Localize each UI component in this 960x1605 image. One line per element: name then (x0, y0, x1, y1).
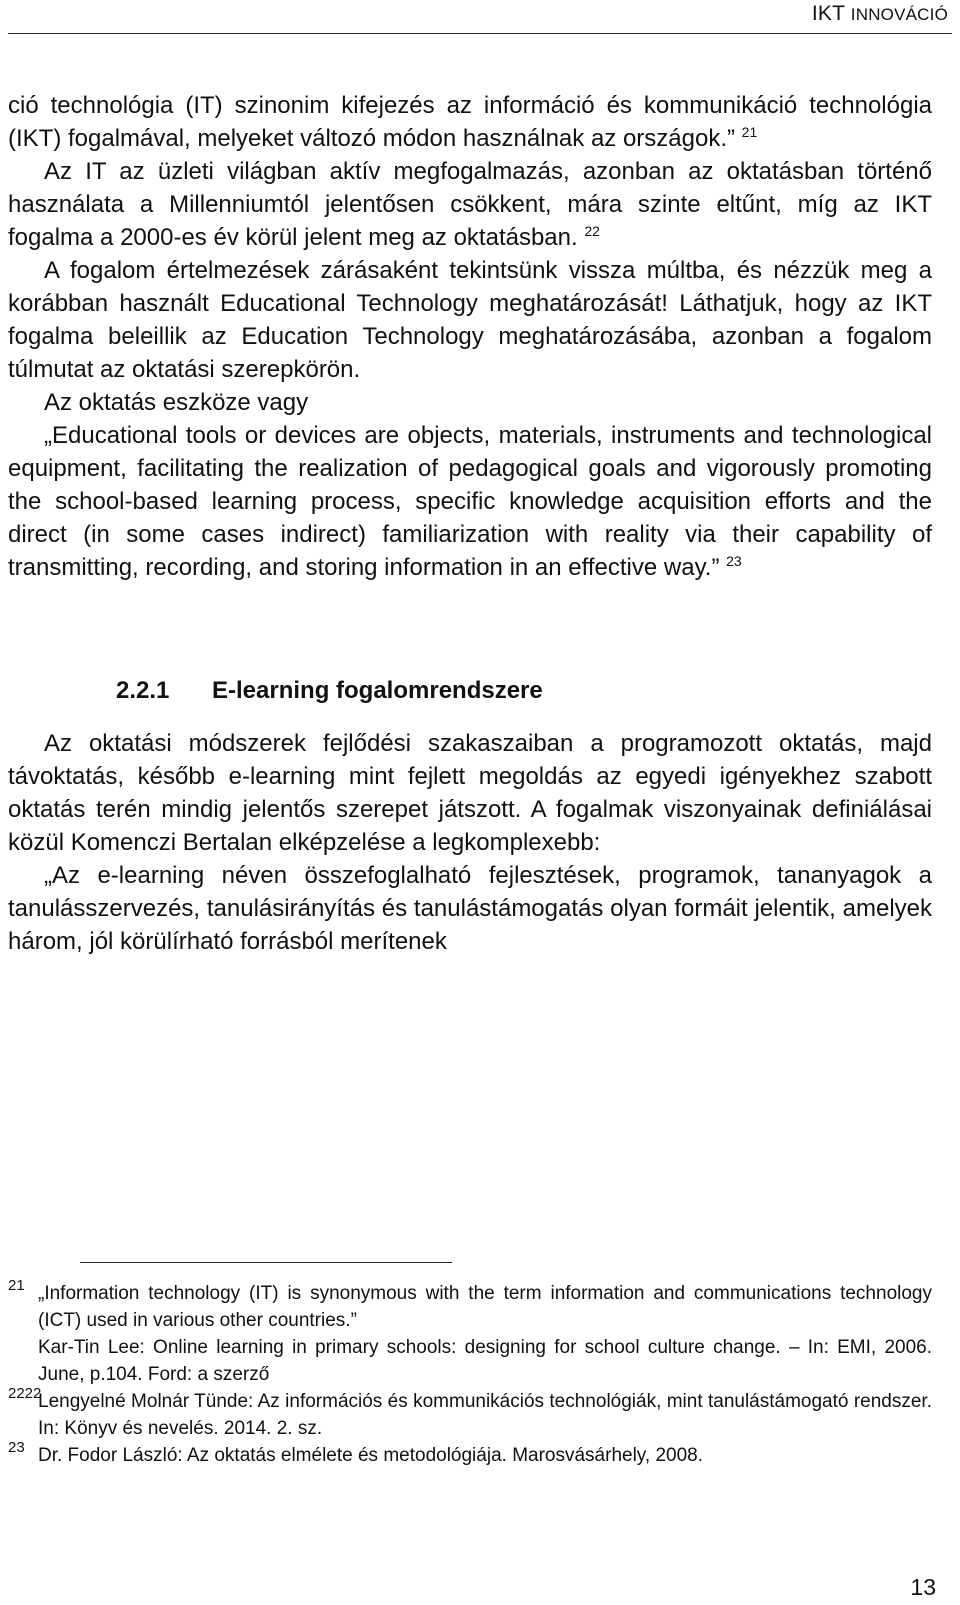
header-title-main: IKT (811, 2, 851, 25)
footnote (8, 1385, 932, 1442)
paragraph (8, 155, 932, 254)
footnote-text: Lengyelné Molnár Tünde: Az információs és kommunikációs technológiák, mint tanulástámogató rendszer. In: Könyv és nevelés. 2014. 2. sz. (38, 1391, 932, 1439)
footnote-mark: 21 (8, 1277, 25, 1294)
paragraph-text: Az IT az üzleti világban aktív megfogalmazás, azonban az oktatásban történő használata a Millenniumtól jelentősen csökkent, mára szinte eltűnt, míg az IKT fogalma a 2000-es év körül jelent meg az oktatásban. (8, 158, 932, 251)
footnote-text: „Information technology (IT) is synonymous with the term information and communications technology (ICT) used in various other countries.” (38, 1283, 932, 1331)
quote-text: „Educational tools or devices are objects, materials, instruments and technological equipment, facilitating the realization of pedagogical goals and vigorously promoting the school-based learning process, specific knowledge acquisition efforts and the direct (in some cases indirect) familiarization with reality via their capability of transmitting, recording, and storing information in an effective way.” (8, 422, 932, 581)
footnotes (8, 1277, 932, 1469)
paragraph: A fogalom értelmezések zárásaként tekintsünk vissza múltba, és nézzük meg a korábban használt Educational Technology meghatározását! Láthatjuk, hogy az IKT fogalma beleillik az Education Technology meghatározásába, azonban a fogalom túlmutat az oktatási szerepkörön. (8, 257, 932, 383)
footnote (8, 1439, 932, 1469)
header-title (812, 2, 948, 26)
footnote-mark: 23 (8, 1439, 25, 1456)
footnote-mark: 2222 (8, 1385, 42, 1402)
main-text-block-1 (8, 89, 932, 584)
header-title-small: INNOVÁCIÓ (850, 5, 948, 24)
section-number: 2.2.1 (116, 677, 170, 704)
quote-paragraph (8, 419, 932, 584)
footnote (8, 1334, 932, 1388)
paragraph-text: ció technológia (IT) szinonim kifejezés az információ és kommunikáció technológia (IKT) fogalmával, melyeket változó módon használnak az országok.” (8, 92, 932, 152)
footnote (8, 1277, 932, 1334)
footnote-ref: 22 (584, 223, 600, 239)
section-title: E-learning fogalomrendszere (212, 677, 543, 704)
page-number: 13 (910, 1574, 936, 1600)
main-text-block-2 (8, 727, 932, 958)
quote-paragraph: „Az e-learning néven összefoglalható fejlesztések, programok, tananyagok a tanulásszervezés, tanulásirányítás és tanulástámogatás olyan formáit jelentik, amelyek három, jól körülírható forrásból merítenek (8, 862, 932, 955)
paragraph (8, 89, 932, 155)
footnote-ref: 23 (726, 553, 742, 569)
paragraph: Az oktatási módszerek fejlődési szakaszaiban a programozott oktatás, majd távoktatás, később e-learning mint fejlett megoldás az egyedi igényekhez szabott oktatás terén mindig jelentős szerepet játszott. A fogalmak viszonyainak definiálásai közül Komenczi Bertalan elképzelése a legkomplexebb: (8, 730, 932, 856)
footnote-ref: 21 (741, 124, 758, 140)
footnote-text: Kar-Tin Lee: Online learning in primary schools: designing for school culture change. – In: EMI, 2006. June, p.104. Ford: a szerző (38, 1337, 932, 1385)
footnote-text: Dr. Fodor László: Az oktatás elmélete és metodológiája. Marosvásárhely, 2008. (38, 1445, 703, 1466)
footnote-separator (80, 1262, 452, 1263)
paragraph: Az oktatás eszköze vagy (44, 389, 309, 416)
running-header (8, 0, 952, 34)
section-heading (116, 677, 543, 705)
